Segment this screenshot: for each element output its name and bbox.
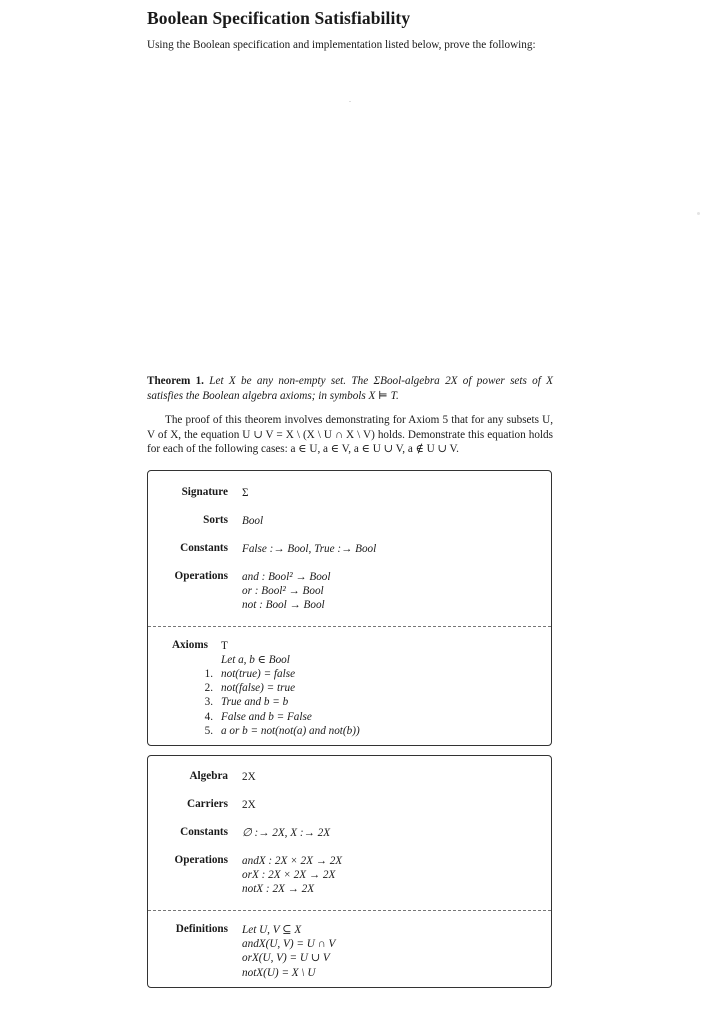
scan-artifact-dot bbox=[697, 212, 700, 215]
theorem-1 bbox=[147, 374, 553, 403]
operation-not: not : Bool → Bool bbox=[242, 599, 325, 612]
impl-operation-or: orX : 2X × 2X → 2X bbox=[242, 869, 336, 882]
carriers-value: 2X bbox=[242, 799, 256, 811]
intro-text: Using the Boolean specification and implementation listed below, prove the following: bbox=[147, 39, 536, 51]
operation-and: and : Bool² → Bool bbox=[242, 571, 331, 583]
theorem-heading: Theorem 1. bbox=[147, 375, 204, 387]
proof-text: The proof of this theorem involves demonstrating for Axiom 5 that for any subsets U, V of X, the equation U ∪ V = X \ (X \ U ∩ X \ V) holds. Demonstrate this equation holds for each of the following cases: a ∈ U, a ∈ V, a ∈ U ∪ V, a ∉ U ∪ V. bbox=[147, 414, 553, 455]
impl-operations-label: Operations bbox=[174, 854, 228, 866]
axioms-label: Axioms bbox=[171, 639, 208, 651]
definition-not: notX(U) = X \ U bbox=[242, 966, 316, 979]
axiom-4: 4. False and b = False bbox=[204, 710, 312, 723]
impl-constants-value: ∅ :→ 2X, X :→ 2X bbox=[242, 827, 331, 839]
sorts-label: Sorts bbox=[203, 514, 228, 526]
definitions-list bbox=[242, 923, 335, 980]
implementation-box bbox=[147, 755, 552, 988]
axiom-5: 5. a or b = not(not(a) and not(b)) bbox=[204, 724, 360, 737]
impl-operations-list bbox=[242, 854, 342, 897]
definition-and: andX(U, V) = U ∩ V bbox=[242, 938, 336, 951]
page-title: Boolean Specification Satisfiability bbox=[147, 8, 411, 28]
axiom-1: 1. not(true) = false bbox=[204, 668, 296, 680]
spec-divider bbox=[148, 626, 551, 627]
axiom-3: 3. True and b = b bbox=[204, 696, 289, 709]
impl-operation-not: notX : 2X → 2X bbox=[242, 883, 315, 896]
impl-divider bbox=[148, 910, 551, 911]
algebra-label: Algebra bbox=[189, 770, 228, 782]
axioms-list bbox=[187, 667, 360, 738]
specification-box bbox=[147, 470, 552, 746]
signature-value: Σ bbox=[242, 487, 249, 499]
operation-or: or : Bool² → Bool bbox=[242, 585, 324, 598]
constants-value: False :→ Bool, True :→ Bool bbox=[242, 543, 377, 555]
axioms-name: T bbox=[221, 640, 228, 652]
axiom-2: 2. not(false) = true bbox=[204, 682, 296, 695]
definitions-label: Definitions bbox=[175, 923, 228, 935]
sorts-value: Bool bbox=[242, 515, 264, 527]
definition-intro: Let U, V ⊆ X bbox=[242, 924, 302, 936]
impl-operation-and: andX : 2X × 2X → 2X bbox=[242, 855, 343, 867]
constants-label: Constants bbox=[180, 542, 228, 554]
scan-artifact bbox=[349, 101, 351, 102]
axioms-intro: Let a, b ∈ Bool bbox=[221, 654, 290, 666]
impl-constants-label: Constants bbox=[180, 826, 228, 838]
theorem-statement: Let X be any non-empty set. The ΣBool-algebra 2X of power sets of X satisfies the Boolean algebra axioms; in symbols X ⊨ T. bbox=[147, 375, 553, 402]
algebra-value: 2X bbox=[242, 771, 256, 783]
signature-label: Signature bbox=[181, 486, 228, 498]
definition-or: orX(U, V) = U ∪ V bbox=[242, 952, 330, 965]
operations-list bbox=[242, 570, 331, 613]
operations-label: Operations bbox=[174, 570, 228, 582]
carriers-label: Carriers bbox=[187, 798, 228, 810]
